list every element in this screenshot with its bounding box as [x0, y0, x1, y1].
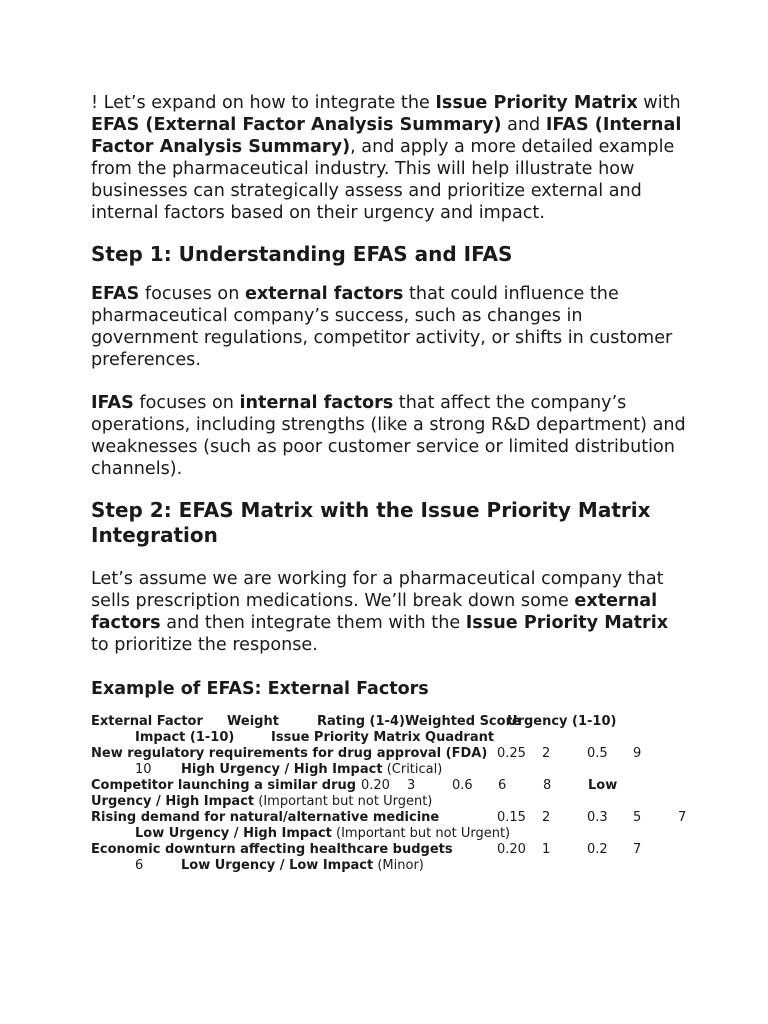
row-weighted: 0.6: [452, 778, 473, 793]
row-rating: 3: [407, 778, 416, 793]
row-urgency: 6: [498, 778, 507, 793]
row-quadrant: High Urgency / High Impact: [181, 762, 383, 777]
row-rating: 2: [542, 810, 551, 825]
table-row-cont: [91, 794, 691, 810]
row-note: (Minor): [377, 858, 424, 873]
ifas-bold-internal: internal factors: [239, 393, 394, 413]
table-header-row: [91, 714, 691, 730]
row-impact: 6: [135, 858, 144, 873]
intro-paragraph: [91, 92, 691, 224]
intro-bold-ifas: IFAS (Internal Factor Analysis Summary): [91, 115, 682, 157]
row-quadrant: Low Urgency / Low Impact: [181, 858, 374, 873]
step2-paragraph: [91, 568, 691, 656]
efas-bold-external: external factors: [244, 284, 404, 304]
row-quadrant-part: Low: [588, 778, 618, 793]
row-impact: 7: [678, 810, 687, 825]
intro-text-3: and: [501, 115, 546, 135]
row-impact: 8: [543, 778, 552, 793]
row-quadrant-part: Urgency / High Impact: [91, 794, 255, 809]
row-rating: 1: [542, 842, 551, 857]
table-row: [91, 746, 691, 762]
efas-paragraph: [91, 283, 691, 371]
ifas-text-2: that affect the company’s operations, including strengths (like a strong R&D department) and weaknesses (such as poor customer service or limited distribution channels).: [91, 393, 686, 479]
example-heading: Example of EFAS: External Factors: [91, 679, 429, 699]
table-row-cont: [91, 858, 691, 874]
step1-heading: Step 1: Understanding EFAS and IFAS: [91, 242, 513, 266]
table-row: [91, 842, 691, 858]
table-row-cont: [91, 762, 691, 778]
row-note: (Important but not Urgent): [258, 794, 433, 809]
efas-table: [91, 714, 691, 874]
header-rating: Rating (1-4): [317, 714, 405, 729]
row-factor: Rising demand for natural/alternative medicine: [91, 810, 440, 825]
row-urgency: 7: [633, 842, 642, 857]
table-row: [91, 778, 691, 794]
table-header-row-2: [91, 730, 691, 746]
step2-text-1: Let’s assume we are working for a pharmaceutical company that sells prescription medications. We’ll break down some: [91, 569, 664, 611]
efas-bold: EFAS: [91, 284, 140, 304]
row-note: (Critical): [386, 762, 443, 777]
table-row: [91, 810, 691, 826]
step2-text-2: and then integrate them with the: [160, 613, 466, 633]
header-quadrant: Issue Priority Matrix Quadrant: [271, 730, 495, 745]
step2-text-3: to prioritize the response.: [91, 635, 318, 655]
intro-text-1: ! Let’s expand on how to integrate the: [91, 93, 436, 113]
ifas-paragraph: [91, 392, 691, 480]
efas-text-2: that could influence the pharmaceutical company’s success, such as changes in government regulations, competitor activity, or shifts in customer preferences.: [91, 284, 673, 370]
row-quadrant: Low Urgency / High Impact: [135, 826, 332, 841]
header-factor: External Factor: [91, 714, 203, 729]
step2-bold-ipm: Issue Priority Matrix: [465, 613, 669, 633]
row-weighted: 0.5: [587, 746, 608, 761]
intro-text-2: with: [637, 93, 681, 113]
row-weight: 0.20: [361, 778, 390, 793]
row-weight: 0.25: [497, 746, 526, 761]
step2-heading: Step 2: EFAS Matrix with the Issue Priority Matrix Integration: [91, 498, 651, 547]
ifas-text-1: focuses on: [133, 393, 240, 413]
intro-bold-efas: EFAS (External Factor Analysis Summary): [91, 115, 502, 135]
row-weight: 0.15: [497, 810, 526, 825]
ifas-bold: IFAS: [91, 393, 134, 413]
row-weighted: 0.2: [587, 842, 608, 857]
header-weight: Weight: [227, 714, 279, 729]
document-body: [91, 92, 691, 874]
efas-text-1: focuses on: [139, 284, 245, 304]
table-row-cont: [91, 826, 691, 842]
header-urgency: Urgency (1-10): [507, 714, 617, 729]
intro-text-4: , and apply a more detailed example from the pharmaceutical industry. This will help illustrate how businesses can strategically assess and prioritize external and internal factors based on their urgency and impact.: [91, 137, 675, 223]
row-urgency: 9: [633, 746, 642, 761]
row-factor: Economic downturn affecting healthcare budgets: [91, 842, 453, 857]
intro-bold-ipm: Issue Priority Matrix: [435, 93, 638, 113]
row-factor: Competitor launching a similar drug: [91, 778, 357, 793]
row-note: (Important but not Urgent): [336, 826, 511, 841]
row-weighted: 0.3: [587, 810, 608, 825]
row-rating: 2: [542, 746, 551, 761]
row-impact: 10: [135, 762, 152, 777]
step2-bold-external: external factors: [91, 591, 658, 633]
header-weighted: Weighted Score: [405, 714, 521, 729]
row-urgency: 5: [633, 810, 642, 825]
row-factor: New regulatory requirements for drug approval (FDA): [91, 746, 488, 761]
row-weight: 0.20: [497, 842, 526, 857]
header-impact: Impact (1-10): [135, 730, 235, 745]
